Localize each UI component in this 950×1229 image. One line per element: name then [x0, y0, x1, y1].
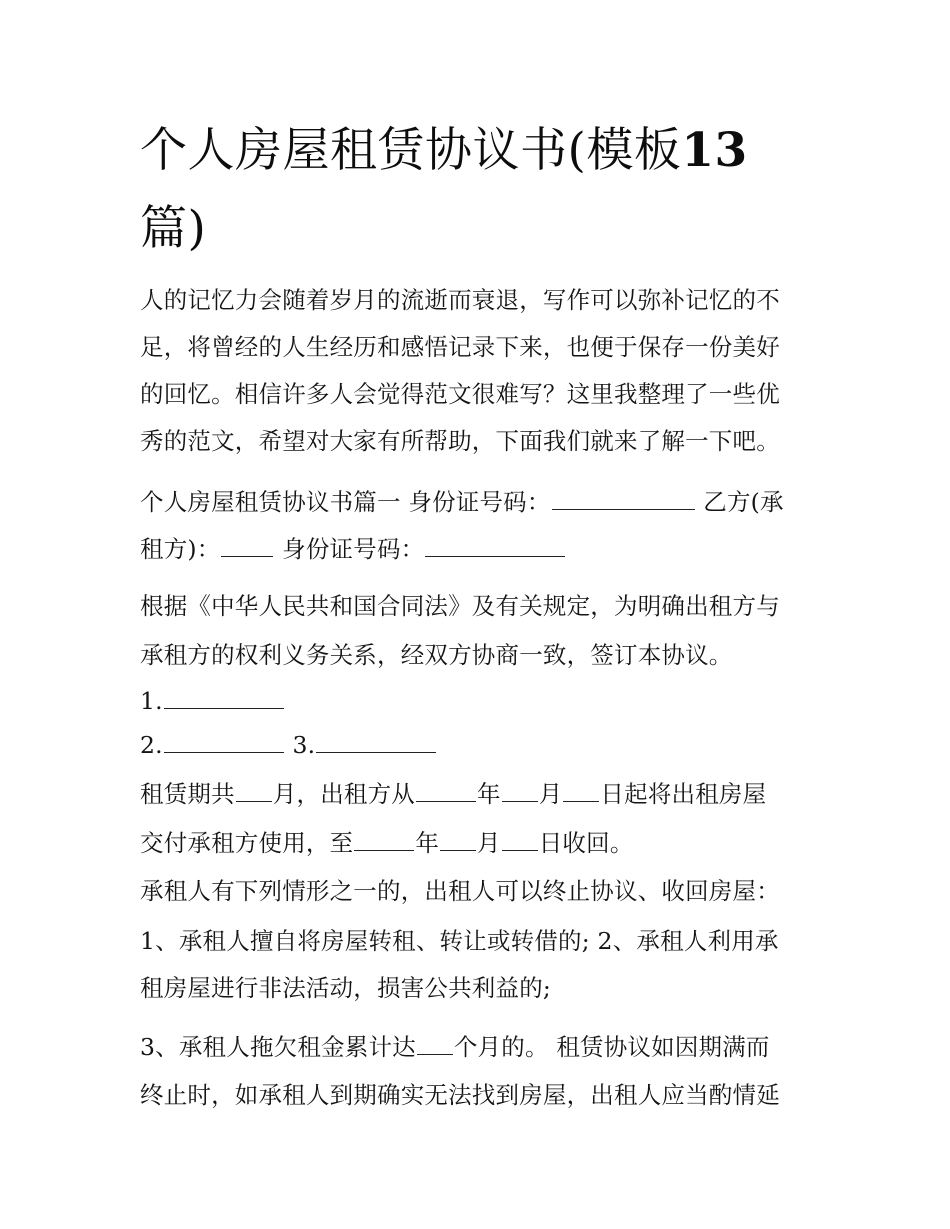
termination-line-2: 1、承租人擅自将房屋转租、转让或转借的; 2、承租人利用承	[140, 927, 779, 955]
basis-line-2: 承租方的权利义务关系，经双方协商一致，签订本协议。	[140, 641, 733, 669]
document-title	[140, 112, 820, 268]
intro-line-3: 的回忆。相信许多人会觉得范文很难写？这里我整理了一些优	[140, 380, 780, 408]
start-day-blank[interactable]	[563, 781, 599, 802]
item-3-label: 3.	[292, 731, 316, 759]
party-label-id: 个人房屋租赁协议书篇一 身份证号码：	[140, 488, 551, 516]
term-label: 租赁期共	[140, 780, 235, 808]
item-2-label: 2.	[140, 731, 163, 759]
lessee-id-blank[interactable]	[425, 536, 565, 557]
title-count: 13	[681, 123, 748, 178]
item-line-2	[140, 730, 437, 760]
year-label: 年	[477, 780, 501, 808]
term-line-2	[140, 828, 634, 858]
termination-line-3: 租房屋进行非法活动，损害公共利益的;	[140, 974, 552, 1002]
end-day-blank[interactable]	[502, 830, 538, 851]
arrears-months-blank[interactable]	[417, 1034, 453, 1055]
party-line-2	[140, 534, 566, 564]
end-year-label: 年	[415, 829, 440, 857]
item-3-blank[interactable]	[316, 732, 436, 753]
intro-line-1: 人的记忆力会随着岁月的流逝而衰退，写作可以弥补记忆的不	[140, 286, 780, 314]
basis-line-1: 根据《中华人民共和国合同法》及有关规定，为明确出租方与	[140, 592, 780, 620]
arrears-suffix: 个月的。 租赁协议如因期满而	[453, 1033, 770, 1061]
item-1-blank[interactable]	[164, 688, 284, 709]
lessee-label: 租方)：	[140, 535, 221, 563]
start-month-blank[interactable]	[502, 781, 538, 802]
lessee-name-blank[interactable]	[221, 536, 273, 557]
party-label-lessee: 乙方(承	[703, 488, 784, 516]
arrears-label: 3、承租人拖欠租金累计达	[140, 1033, 416, 1061]
start-year-blank[interactable]	[416, 781, 476, 802]
intro-line-2: 足，将曾经的人生经历和感悟记录下来，也便于保存一份美好	[140, 333, 780, 361]
title-text-cont: 篇)	[140, 201, 207, 256]
term-to-label: 交付承租方使用，至	[140, 829, 354, 857]
day-label: 日起将出租房屋	[600, 780, 767, 808]
lessee-id-label: 身份证号码：	[282, 535, 425, 563]
term-months-blank[interactable]	[236, 781, 272, 802]
title-text: 个人房屋租赁协议书(模板	[140, 123, 682, 178]
item-2-blank[interactable]	[164, 732, 284, 753]
id-number-blank[interactable]	[552, 489, 695, 510]
end-year-blank[interactable]	[354, 830, 414, 851]
item-1-label: 1.	[140, 687, 163, 715]
term-from-label: 月，出租方从	[272, 780, 416, 808]
term-line-1	[140, 779, 766, 809]
end-month-label: 月	[477, 829, 501, 857]
end-day-label: 日收回。	[538, 829, 634, 857]
arrears-line	[140, 1032, 770, 1062]
intro-line-4: 秀的范文，希望对大家有所帮助，下面我们就来了解一下吧。	[140, 427, 780, 455]
end-month-blank[interactable]	[440, 830, 476, 851]
item-line-1	[140, 686, 285, 716]
termination-line-1: 承租人有下列情形之一的，出租人可以终止协议、收回房屋：	[140, 877, 780, 905]
month-label: 月	[538, 780, 563, 808]
party-line-1	[140, 487, 784, 517]
expiry-line: 终止时，如承租人到期确实无法找到房屋，出租人应当酌情延	[140, 1081, 780, 1109]
